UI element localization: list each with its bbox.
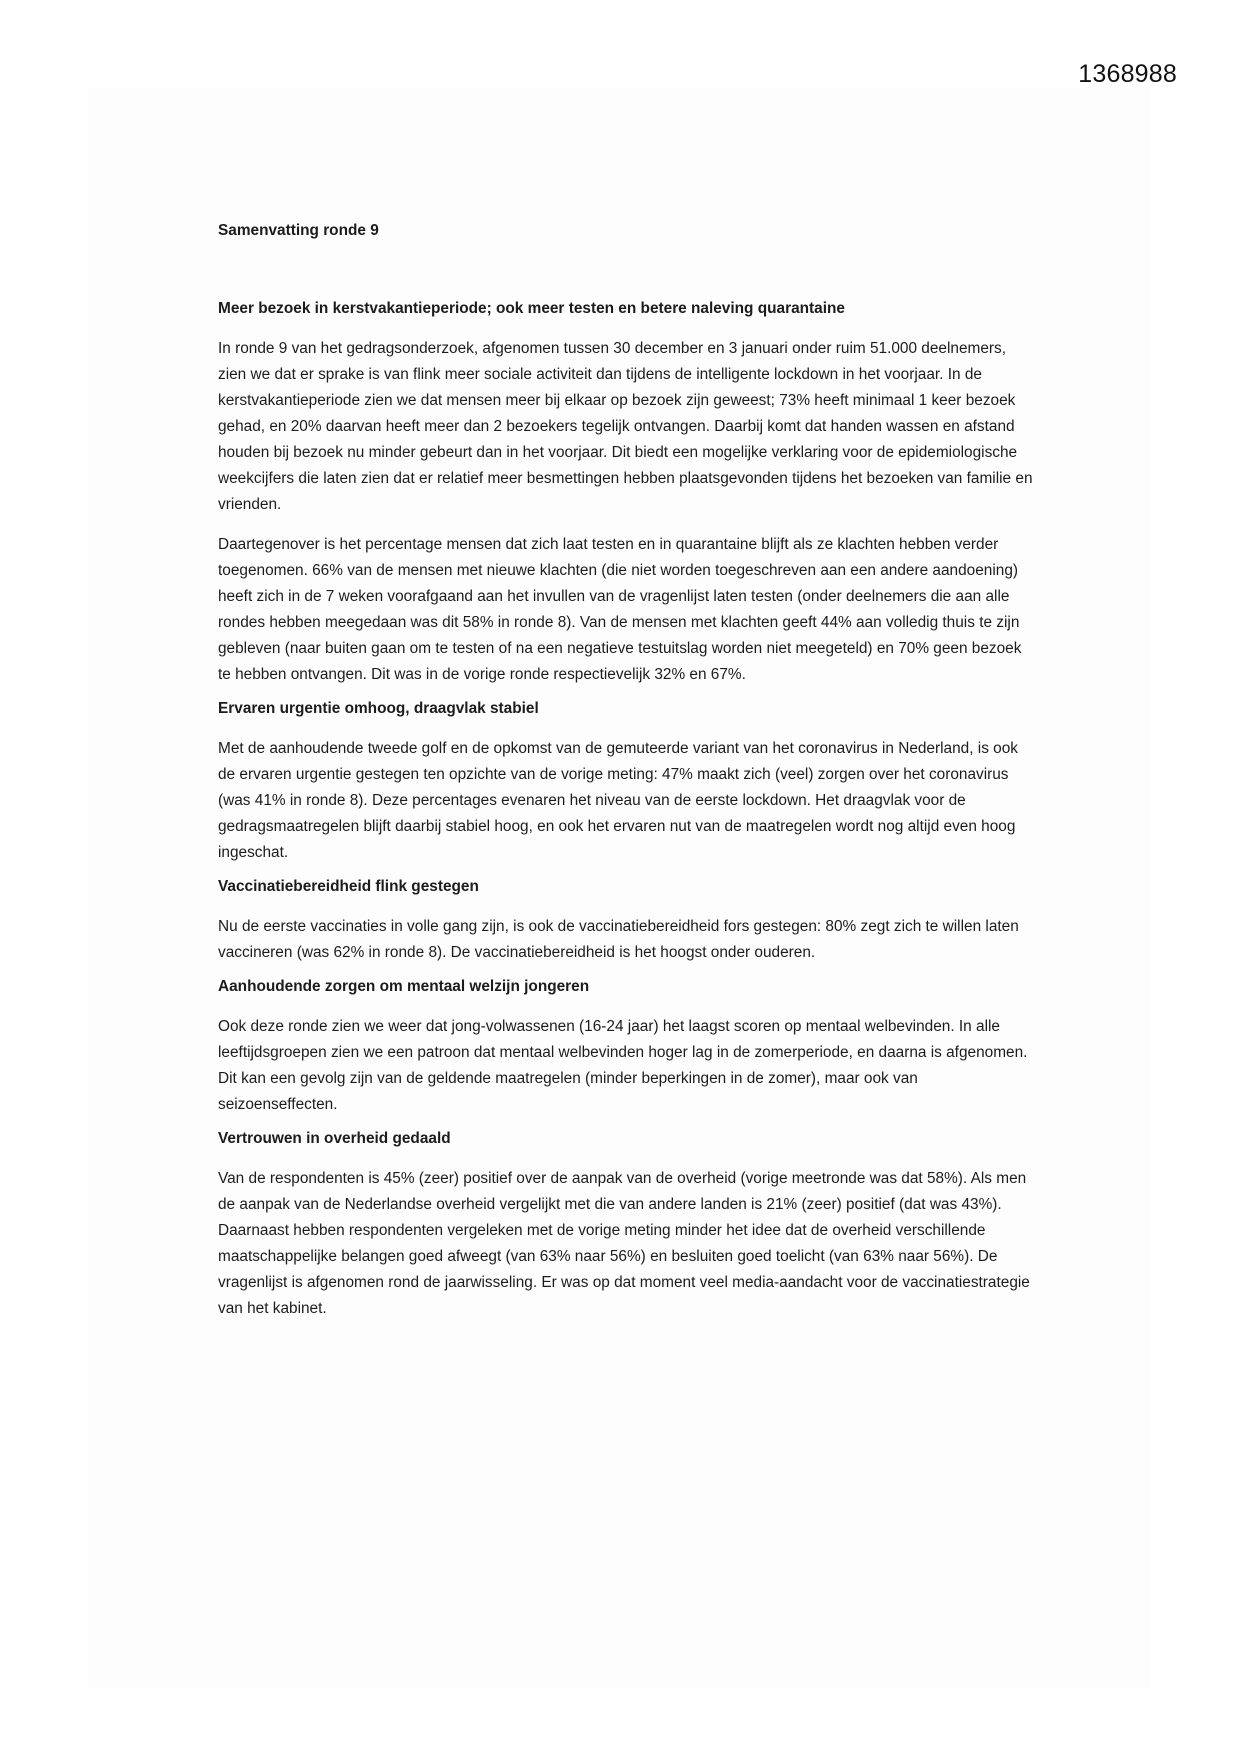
document-body	[218, 218, 1038, 1336]
document-title: Samenvatting ronde 9	[218, 222, 379, 239]
paragraph: Met de aanhoudende tweede golf en de opkomst van de gemuteerde variant van het coronavirus in Nederland, is ook de ervaren urgentie gestegen ten opzichte van de vorige meting: 47% maakt zich (veel) zorgen over het coronavirus (was 41% in ronde 8). Deze percentages evenaren het niveau van de eerste lockdown. Het draagvlak voor de gedragsmaatregelen blijft daarbij stabiel hoog, en ook het ervaren nut van de maatregelen wordt nog altijd even hoog ingeschat.	[218, 740, 1018, 861]
section-urgentie	[218, 696, 1038, 866]
section-heading: Meer bezoek in kerstvakantieperiode; ook meer testen en betere naleving quarantaine	[218, 300, 845, 317]
paragraph: Van de respondenten is 45% (zeer) positief over de aanpak van de overheid (vorige meetronde was dat 58%). Als men de aanpak van de Nederlandse overheid vergelijkt met die van andere landen is 21% (zeer) positief (dat was 43%). Daarnaast hebben respondenten vergeleken met de vorige meting minder het idee dat de overheid verschillende maatschappelijke belangen goed afweegt (van 63% naar 56%) en besluiten goed toelicht (van 63% naar 56%). De vragenlijst is afgenomen rond de jaarwisseling. Er was op dat moment veel media-aandacht voor de vaccinatiestrategie van het kabinet.	[218, 1170, 1030, 1317]
section-heading: Ervaren urgentie omhoog, draagvlak stabiel	[218, 700, 539, 717]
section-vertrouwen	[218, 1126, 1038, 1322]
document-id-number: 1368988	[1078, 60, 1177, 88]
section-vaccinatie	[218, 874, 1038, 966]
paragraph: Nu de eerste vaccinaties in volle gang zijn, is ook de vaccinatiebereidheid fors gestegen: 80% zegt zich te willen laten vaccineren (was 62% in ronde 8). De vaccinatiebereidheid is het hoogst onder ouderen.	[218, 918, 1019, 961]
section-heading: Vertrouwen in overheid gedaald	[218, 1130, 451, 1147]
section-bezoek	[218, 296, 1038, 688]
paragraph: In ronde 9 van het gedragsonderzoek, afgenomen tussen 30 december en 3 januari onder ruim 51.000 deelnemers, zien we dat er sprake is van flink meer sociale activiteit dan tijdens de intelligente lockdown in het voorjaar. In de kerstvakantieperiode zien we dat mensen meer bij elkaar op bezoek zijn geweest; 73% heeft minimaal 1 keer bezoek gehad, en 20% daarvan heeft meer dan 2 bezoekers tegelijk ontvangen. Daarbij komt dat handen wassen en afstand houden bij bezoek nu minder gebeurt dan in het voorjaar. Dit biedt een mogelijke verklaring voor de epidemiologische weekcijfers die laten zien dat er relatief meer besmettingen hebben plaatsgevonden tijdens het bezoeken van familie en vrienden.	[218, 340, 1033, 513]
section-mentaal-welzijn	[218, 974, 1038, 1118]
paragraph: Ook deze ronde zien we weer dat jong-volwassenen (16-24 jaar) het laagst scoren op mentaal welbevinden. In alle leeftijdsgroepen zien we een patroon dat mentaal welbevinden hoger lag in de zomerperiode, en daarna is afgenomen. Dit kan een gevolg zijn van de geldende maatregelen (minder beperkingen in de zomer), maar ook van seizoenseffecten.	[218, 1018, 1028, 1113]
section-heading: Vaccinatiebereidheid flink gestegen	[218, 878, 479, 895]
paragraph: Daartegenover is het percentage mensen dat zich laat testen en in quarantaine blijft als ze klachten hebben verder toegenomen. 66% van de mensen met nieuwe klachten (die niet worden toegeschreven aan een andere aandoening) heeft zich in de 7 weken voorafgaand aan het invullen van de vragenlijst laten testen (onder deelnemers die aan alle rondes hebben meegedaan was dit 58% in ronde 8). Van de mensen met klachten geeft 44% aan volledig thuis te zijn gebleven (naar buiten gaan om te testen of na een negatieve testuitslag worden niet meegeteld) en 70% geen bezoek te hebben ontvangen. Dit was in de vorige ronde respectievelijk 32% en 67%.	[218, 536, 1022, 683]
section-heading: Aanhoudende zorgen om mentaal welzijn jongeren	[218, 978, 590, 995]
